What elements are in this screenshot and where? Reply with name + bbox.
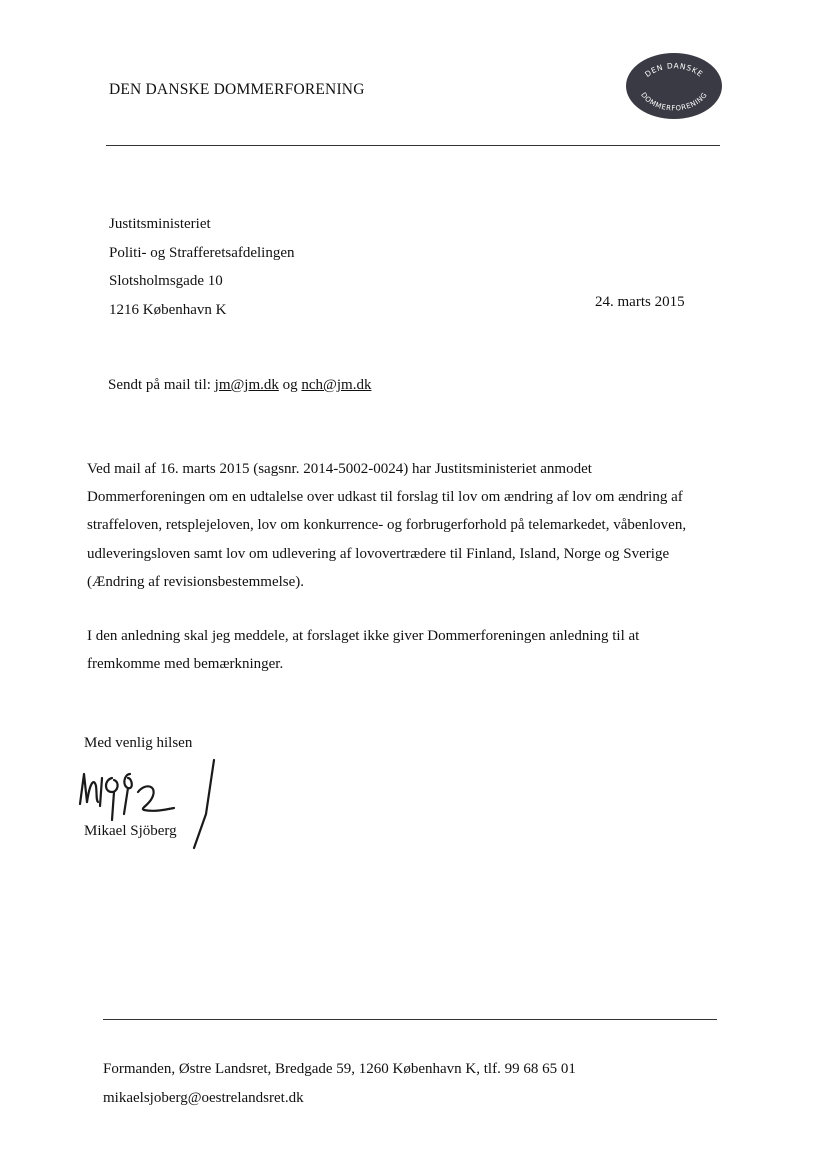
- closing-salutation: Med venlig hilsen: [84, 735, 193, 751]
- recipient-address: [109, 210, 295, 324]
- body-line: (Ændring af revisionsbestemmelse).: [87, 573, 305, 590]
- footer-email[interactable]: mikaelsjoberg@oestrelandsret.dk: [103, 1090, 304, 1106]
- recipient-line: 1216 København K: [109, 301, 227, 318]
- paragraph-2: [87, 622, 747, 678]
- email-link-jm[interactable]: jm@jm.dk: [214, 377, 279, 393]
- footer-address: Formanden, Østre Landsret, Bredgade 59, 1260 København K, tlf. 99 68 65 01: [103, 1061, 576, 1077]
- sent-via-prefix: Sendt på mail til:: [108, 377, 211, 393]
- body-line: I den anledning skal jeg meddele, at forslaget ikke giver Dommerforeningen anledning til at: [87, 628, 640, 645]
- seal-bottom-text: DOMMERFORENING: [639, 91, 709, 113]
- letter-date: 24. marts 2015: [595, 294, 685, 310]
- footer-divider: [103, 1019, 717, 1020]
- sent-via-conjunction: og: [282, 377, 298, 393]
- recipient-line: Justitsministeriet: [109, 216, 211, 232]
- organization-name: DEN DANSKE DOMMERFORENING: [109, 81, 365, 98]
- footer-contact: [103, 1055, 576, 1113]
- association-seal-logo: [624, 51, 724, 121]
- body-line: fremkomme med bemærkninger.: [87, 656, 284, 673]
- body-line: Dommerforeningen om en udtalelse over udkast til forslag til lov om ændring af lov om ændring af: [87, 489, 683, 506]
- signer-name: Mikael Sjöberg: [84, 823, 177, 839]
- header-divider: [106, 145, 720, 146]
- seal-top-text: DEN DANSKE: [643, 61, 705, 79]
- recipient-line: Politi- og Strafferetsafdelingen: [109, 244, 295, 261]
- body-line: straffeloven, retsplejeloven, lov om konkurrence- og forbrugerforhold på telemarkedet, våbenloven,: [87, 517, 687, 534]
- recipient-line: Slotsholmsgade 10: [109, 273, 223, 289]
- body-line: udleveringsloven samt lov om udlevering af lovovertrædere til Finland, Island, Norge og Sverige: [87, 545, 670, 562]
- sent-via-line: [108, 377, 371, 394]
- paragraph-1: [87, 455, 747, 596]
- body-line: Ved mail af 16. marts 2015 (sagsnr. 2014-5002-0024) har Justitsministeriet anmodet: [87, 461, 592, 477]
- letter-body: [87, 455, 747, 678]
- email-link-nch[interactable]: nch@jm.dk: [301, 377, 372, 393]
